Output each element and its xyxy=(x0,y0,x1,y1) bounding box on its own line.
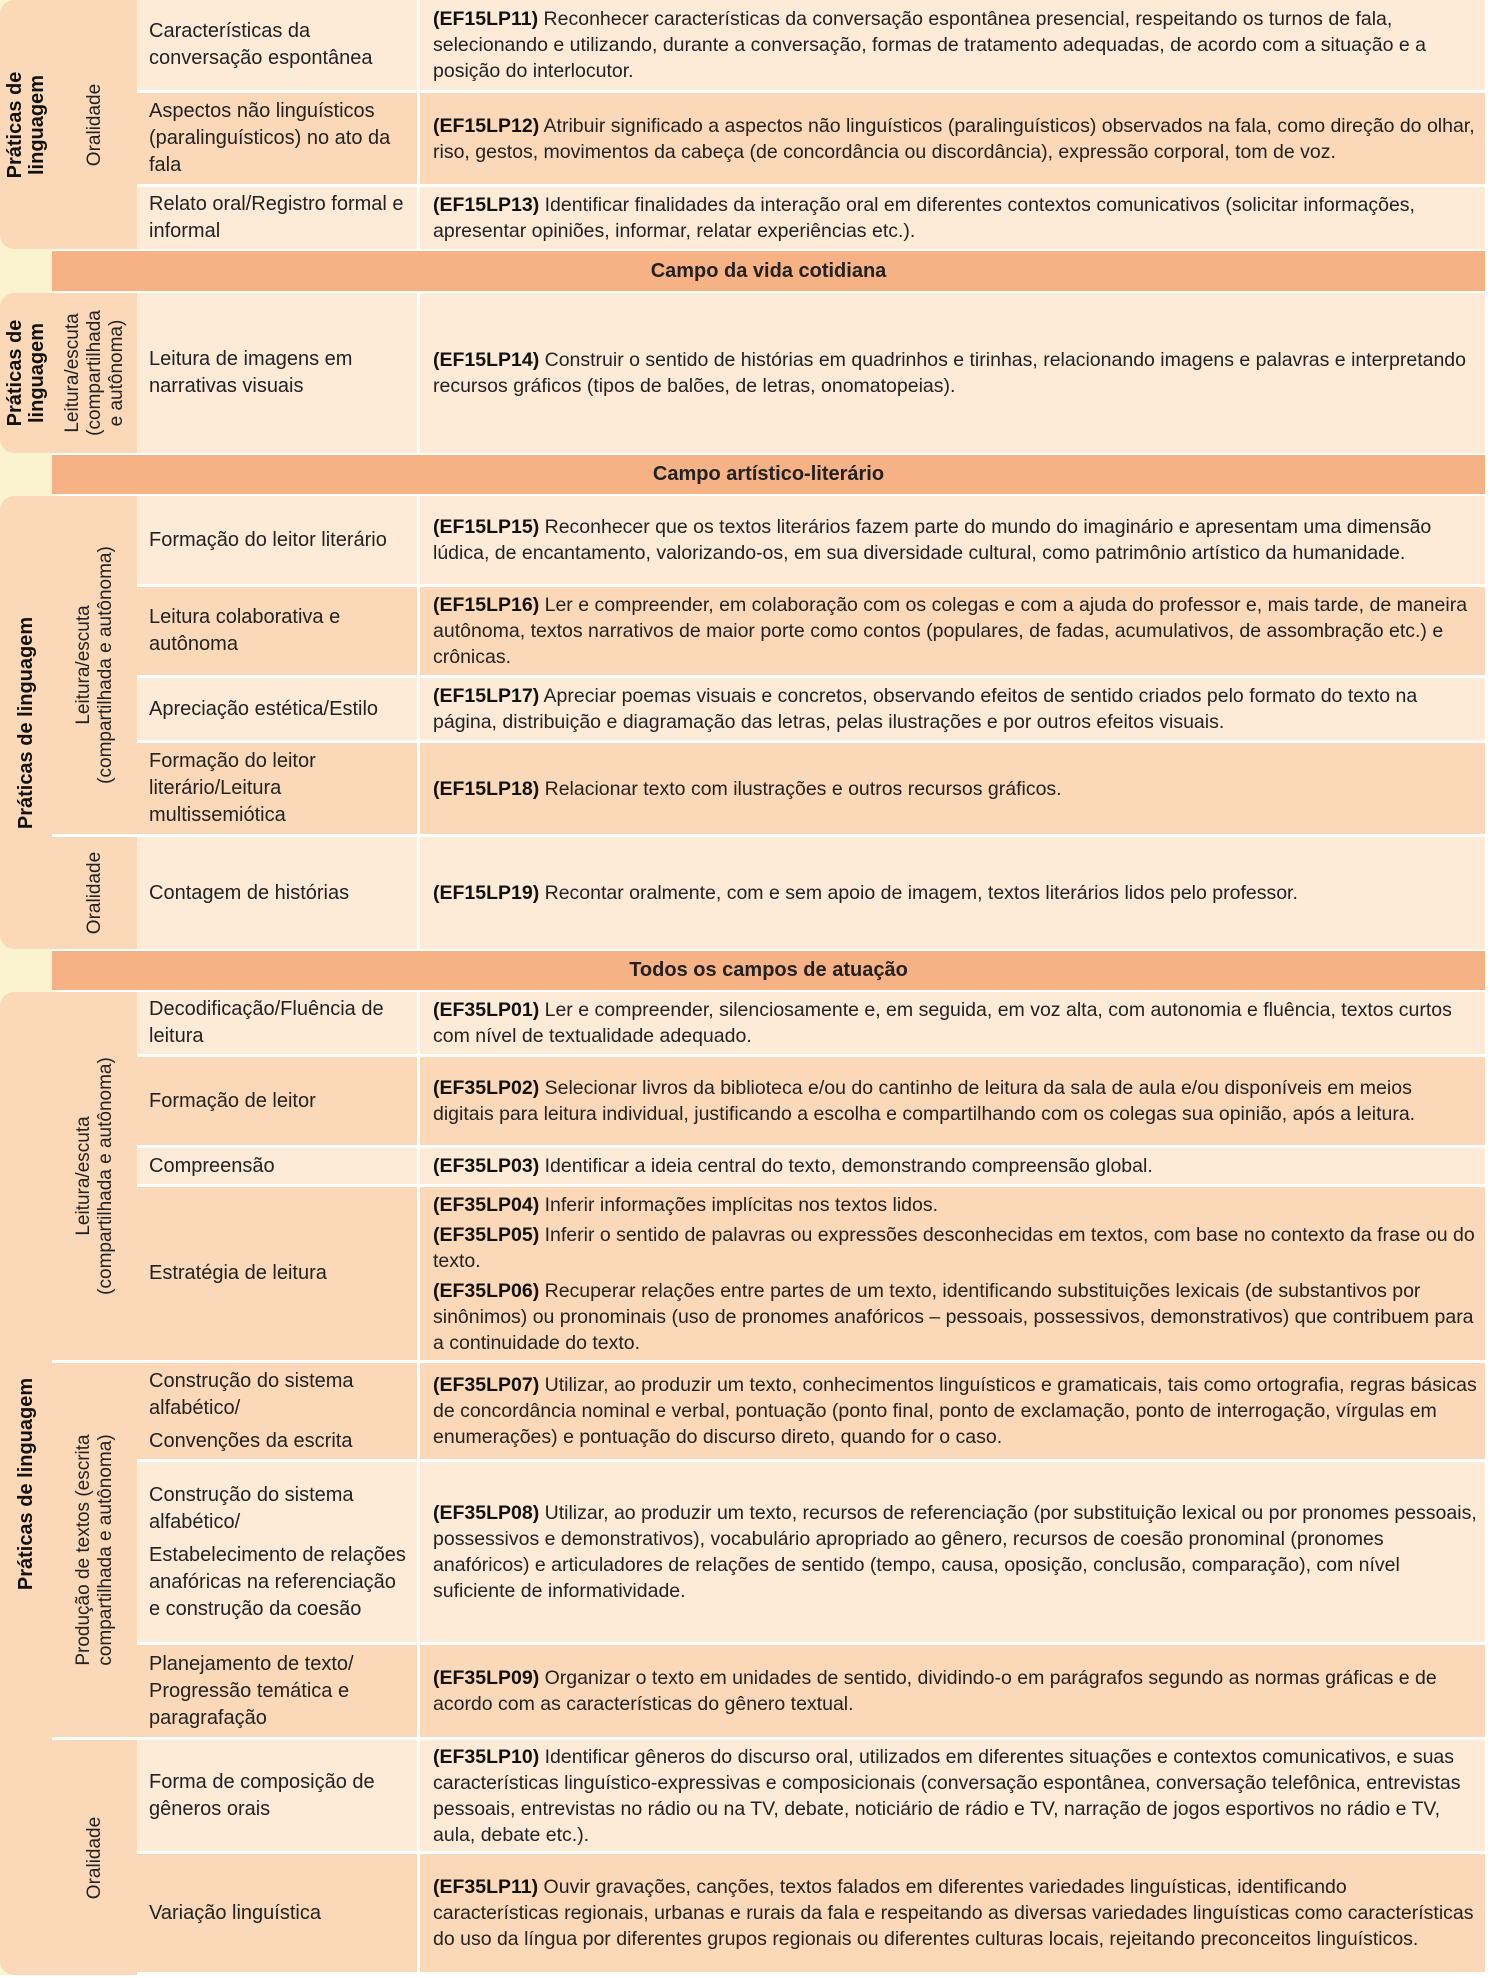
table-row xyxy=(137,1645,1485,1737)
object-cell: Leitura de imagens em narrativas visuais xyxy=(137,293,420,453)
skill-cell: (EF35LP11) Ouvir gravações, canções, textos falados em diferentes variedades linguísticas, identificando características regionais, urbanas e rurais da fala e respeitando as diversas variedades linguísticas como características do uso da língua por diferentes grupos regionais ou diferentes culturas locais, rejeitando preconceitos linguísticos. xyxy=(433,1876,1474,1950)
object-cell: Construção do sistema alfabético/ Estabelecimento de relações anafóricas na referenciação e construção da coesão xyxy=(137,1462,420,1642)
object-cell: Aspectos não linguísticos (paralinguísticos) no ato da fala xyxy=(137,93,420,184)
skill-code: (EF15LP19) xyxy=(433,882,540,904)
skill-cell: (EF15LP16) Ler e compreender, em colaboração com os colegas e com a ajuda do professor e, mais tarde, de maneira autônoma, textos narrativos de maior porte como contos (populares, de fadas, acumulativos, de assombração etc.) e crônicas. xyxy=(433,594,1468,668)
object-cell: Decodificação/Fluência de leitura xyxy=(137,992,420,1054)
table-row xyxy=(137,1363,1485,1459)
skill-cell: (EF35LP04) Inferir informações implícitas nos textos lidos. (EF35LP05) Inferir o sentido de palavras ou expressões desconhecidas em textos, com base no contexto da frase ou do texto. (EF35LP06) Recuperar relações entre partes de um texto, identificando substituições lexicais (de substantivos por sinônimos) ou pronominais (uso de pronomes anafóricos – pessoais, possessivos, demonstrativos) que contribuem para a continuidade do texto. xyxy=(433,1193,1475,1354)
skill-cell: (EF15LP15) Reconhecer que os textos literários fazem parte do mundo do imaginário e apresentam uma dimensão lúdica, de encantamento, valorizando-os, em sua diversidade cultural, como patrimônio artístico da humanidade. xyxy=(433,516,1432,564)
skill-code: (EF15LP18) xyxy=(433,777,540,800)
skill-code: (EF35LP10) xyxy=(433,1745,540,1768)
table-row xyxy=(137,992,1485,1054)
skill-cell: (EF35LP08) Utilizar, ao produzir um texto, recursos de referenciação (por substituição lexical ou por pronomes pessoais, possessivos e demonstrativos), vocabulário apropriado ao gênero, recursos de coesão pronominal (pronomes anafóricos) e articuladores de relações de sentido (tempo, causa, oposição, conclusão, comparação), com nível suficiente de informatividade. xyxy=(433,1502,1477,1602)
object-cell: Compreensão xyxy=(137,1148,420,1184)
table-row xyxy=(137,0,1485,90)
label-praticas-1: Práticas de linguagem xyxy=(0,0,52,249)
skill-code: (EF15LP17) xyxy=(433,685,540,707)
table-row xyxy=(137,1462,1485,1642)
table-row xyxy=(137,496,1485,584)
skill-code: (EF15LP16) xyxy=(433,594,540,616)
skill-code: (EF15LP13) xyxy=(433,194,540,216)
skill-cell: (EF15LP19) Recontar oralmente, com e sem apoio de imagem, textos literários lidos pelo professor. xyxy=(433,882,1298,904)
skill-cell: (EF35LP07) Utilizar, ao produzir um texto, conhecimentos linguísticos e gramaticais, tais como ortografia, regras básicas de concordância nominal e verbal, pontuação (ponto final, ponto de exclamação, ponto de interrogação, vírgulas em enumerações) e pontuação do discurso direto, quando for o caso. xyxy=(433,1374,1477,1448)
table-row xyxy=(137,1740,1485,1851)
skill-cell: (EF15LP14) Construir o sentido de histórias em quadrinhos e tirinhas, relacionando imagens e palavras e interpretando recursos gráficos (tipos de balões, de letras, onomatopeias). xyxy=(433,349,1466,397)
table-row xyxy=(137,187,1485,249)
object-cell: Formação de leitor xyxy=(137,1057,420,1145)
skill-cell: (EF15LP17) Apreciar poemas visuais e concretos, observando efeitos de sentido criados pelo formato do texto na página, distribuição e diagramação das letras, pelas ilustrações e por outros efeitos visuais. xyxy=(433,685,1418,733)
skill-code: (EF15LP15) xyxy=(433,516,540,538)
object-cell: Variação linguística xyxy=(137,1854,420,1972)
skill-code: (EF35LP09) xyxy=(433,1667,540,1689)
skill-code: (EF35LP04) xyxy=(433,1193,540,1216)
object-cell: Formação do leitor literário/Leitura multissemiótica xyxy=(137,743,420,834)
skill-cell: (EF35LP03) Identificar a ideia central do texto, demonstrando compreensão global. xyxy=(433,1155,1153,1177)
skill-code: (EF35LP02) xyxy=(433,1077,540,1099)
label-praticas-3: Práticas de linguagem xyxy=(0,496,52,949)
table-row xyxy=(137,837,1485,949)
label-oralidade-3: Oralidade xyxy=(52,1740,137,1978)
table-row xyxy=(137,93,1485,184)
skill-code: (EF35LP01) xyxy=(433,999,540,1021)
table-row xyxy=(137,678,1485,740)
object-cell: Apreciação estética/Estilo xyxy=(137,678,420,740)
label-leitura-2: Leitura/escuta (compartilhada e autônoma) xyxy=(52,496,137,837)
table-row xyxy=(137,1187,1485,1360)
skill-cell: (EF35LP01) Ler e compreender, silenciosamente e, em seguida, em voz alta, com autonomia e fluência, textos curtos com nível de textualidade adequado. xyxy=(433,999,1452,1047)
skill-cell: (EF35LP09) Organizar o texto em unidades de sentido, dividindo-o em parágrafos segundo as normas gráficas e de acordo com as características do gênero textual. xyxy=(433,1667,1437,1715)
label-producao: Produção de textos (escrita compartilhada e autônoma) xyxy=(52,1363,137,1740)
object-cell: Planejamento de texto/ Progressão temática e paragrafação xyxy=(137,1645,420,1737)
skill-code: (EF35LP07) xyxy=(433,1374,540,1396)
object-cell: Relato oral/Registro formal e informal xyxy=(137,187,420,249)
table-row xyxy=(137,743,1485,834)
object-cell: Estratégia de leitura xyxy=(137,1187,420,1360)
skill-code: (EF15LP11) xyxy=(433,8,539,30)
skill-code: (EF35LP03) xyxy=(433,1155,540,1177)
skill-cell: (EF15LP18) Relacionar texto com ilustrações e outros recursos gráficos. xyxy=(433,777,1062,800)
table-row xyxy=(137,293,1485,453)
skill-cell: (EF35LP10) Identificar gêneros do discurso oral, utilizados em diferentes situações e contextos comunicativos, e suas características linguístico-expressivas e composicionais (conversação espontânea, conversação telefônica, entrevistas pessoais, entrevistas no rádio ou na TV, debate, noticiário de rádio e TV, narração de jogos esportivos no rádio e TV, aula, debate etc.). xyxy=(433,1745,1461,1846)
skill-code: (EF35LP08) xyxy=(433,1502,540,1524)
table-row xyxy=(137,1057,1485,1145)
skill-cell: (EF15LP12) Atribuir significado a aspectos não linguísticos (paralinguísticos) observados na fala, como direção do olhar, riso, gestos, movimentos da cabeça (de concordância ou discordância), expressão corporal, tom de voz. xyxy=(433,114,1475,163)
object-cell: Formação do leitor literário xyxy=(137,496,420,584)
skill-cell: (EF35LP02) Selecionar livros da biblioteca e/ou do cantinho de leitura da sala de aula e/ou disponíveis em meios digitais para leitura individual, justificando a escolha e compartilhando com os colegas sua opinião, após a leitura. xyxy=(433,1077,1416,1125)
label-praticas-4: Práticas de linguagem xyxy=(0,992,52,1975)
object-cell: Contagem de histórias xyxy=(137,837,420,949)
table-row xyxy=(137,1148,1485,1184)
table-row xyxy=(137,587,1485,675)
label-oralidade-1: Oralidade xyxy=(52,0,137,252)
object-cell: Construção do sistema alfabético/ Convenções da escrita xyxy=(137,1363,420,1459)
label-oralidade-2: Oralidade xyxy=(52,837,137,952)
table-row xyxy=(137,1854,1485,1972)
object-cell: Leitura colaborativa e autônoma xyxy=(137,587,420,675)
label-leitura-3: Leitura/escuta (compartilhada e autônoma) xyxy=(52,992,137,1363)
skill-code: (EF35LP06) xyxy=(433,1279,540,1302)
campo-vida-cotidiana: Campo da vida cotidiana xyxy=(52,251,1485,291)
object-cell: Forma de composição de gêneros orais xyxy=(137,1740,420,1851)
object-cell: Características da conversação espontânea xyxy=(137,0,420,90)
skill-code: (EF15LP14) xyxy=(433,349,540,371)
label-praticas-2: Práticas de linguagem xyxy=(0,293,52,453)
skill-code: (EF35LP05) xyxy=(433,1223,540,1246)
campo-artistico-literario: Campo artístico-literário xyxy=(52,455,1485,494)
skill-cell: (EF15LP11) Reconhecer características da conversação espontânea presencial, respeitando os turnos de fala, selecionando e utilizando, durante a conversação, formas de tratamento adequadas, de acordo com a situação e a posição do interlocutor. xyxy=(433,8,1426,82)
label-leitura-1: Leitura/escuta (compartilhada e autônoma) xyxy=(52,293,137,456)
skill-code: (EF15LP12) xyxy=(433,114,540,137)
skill-cell: (EF15LP13) Identificar finalidades da interação oral em diferentes contextos comunicativos (solicitar informações, apresentar opiniões, informar, relatar experiências etc.). xyxy=(433,194,1415,242)
campo-todos: Todos os campos de atuação xyxy=(52,951,1485,990)
skill-code: (EF35LP11) xyxy=(433,1876,539,1898)
